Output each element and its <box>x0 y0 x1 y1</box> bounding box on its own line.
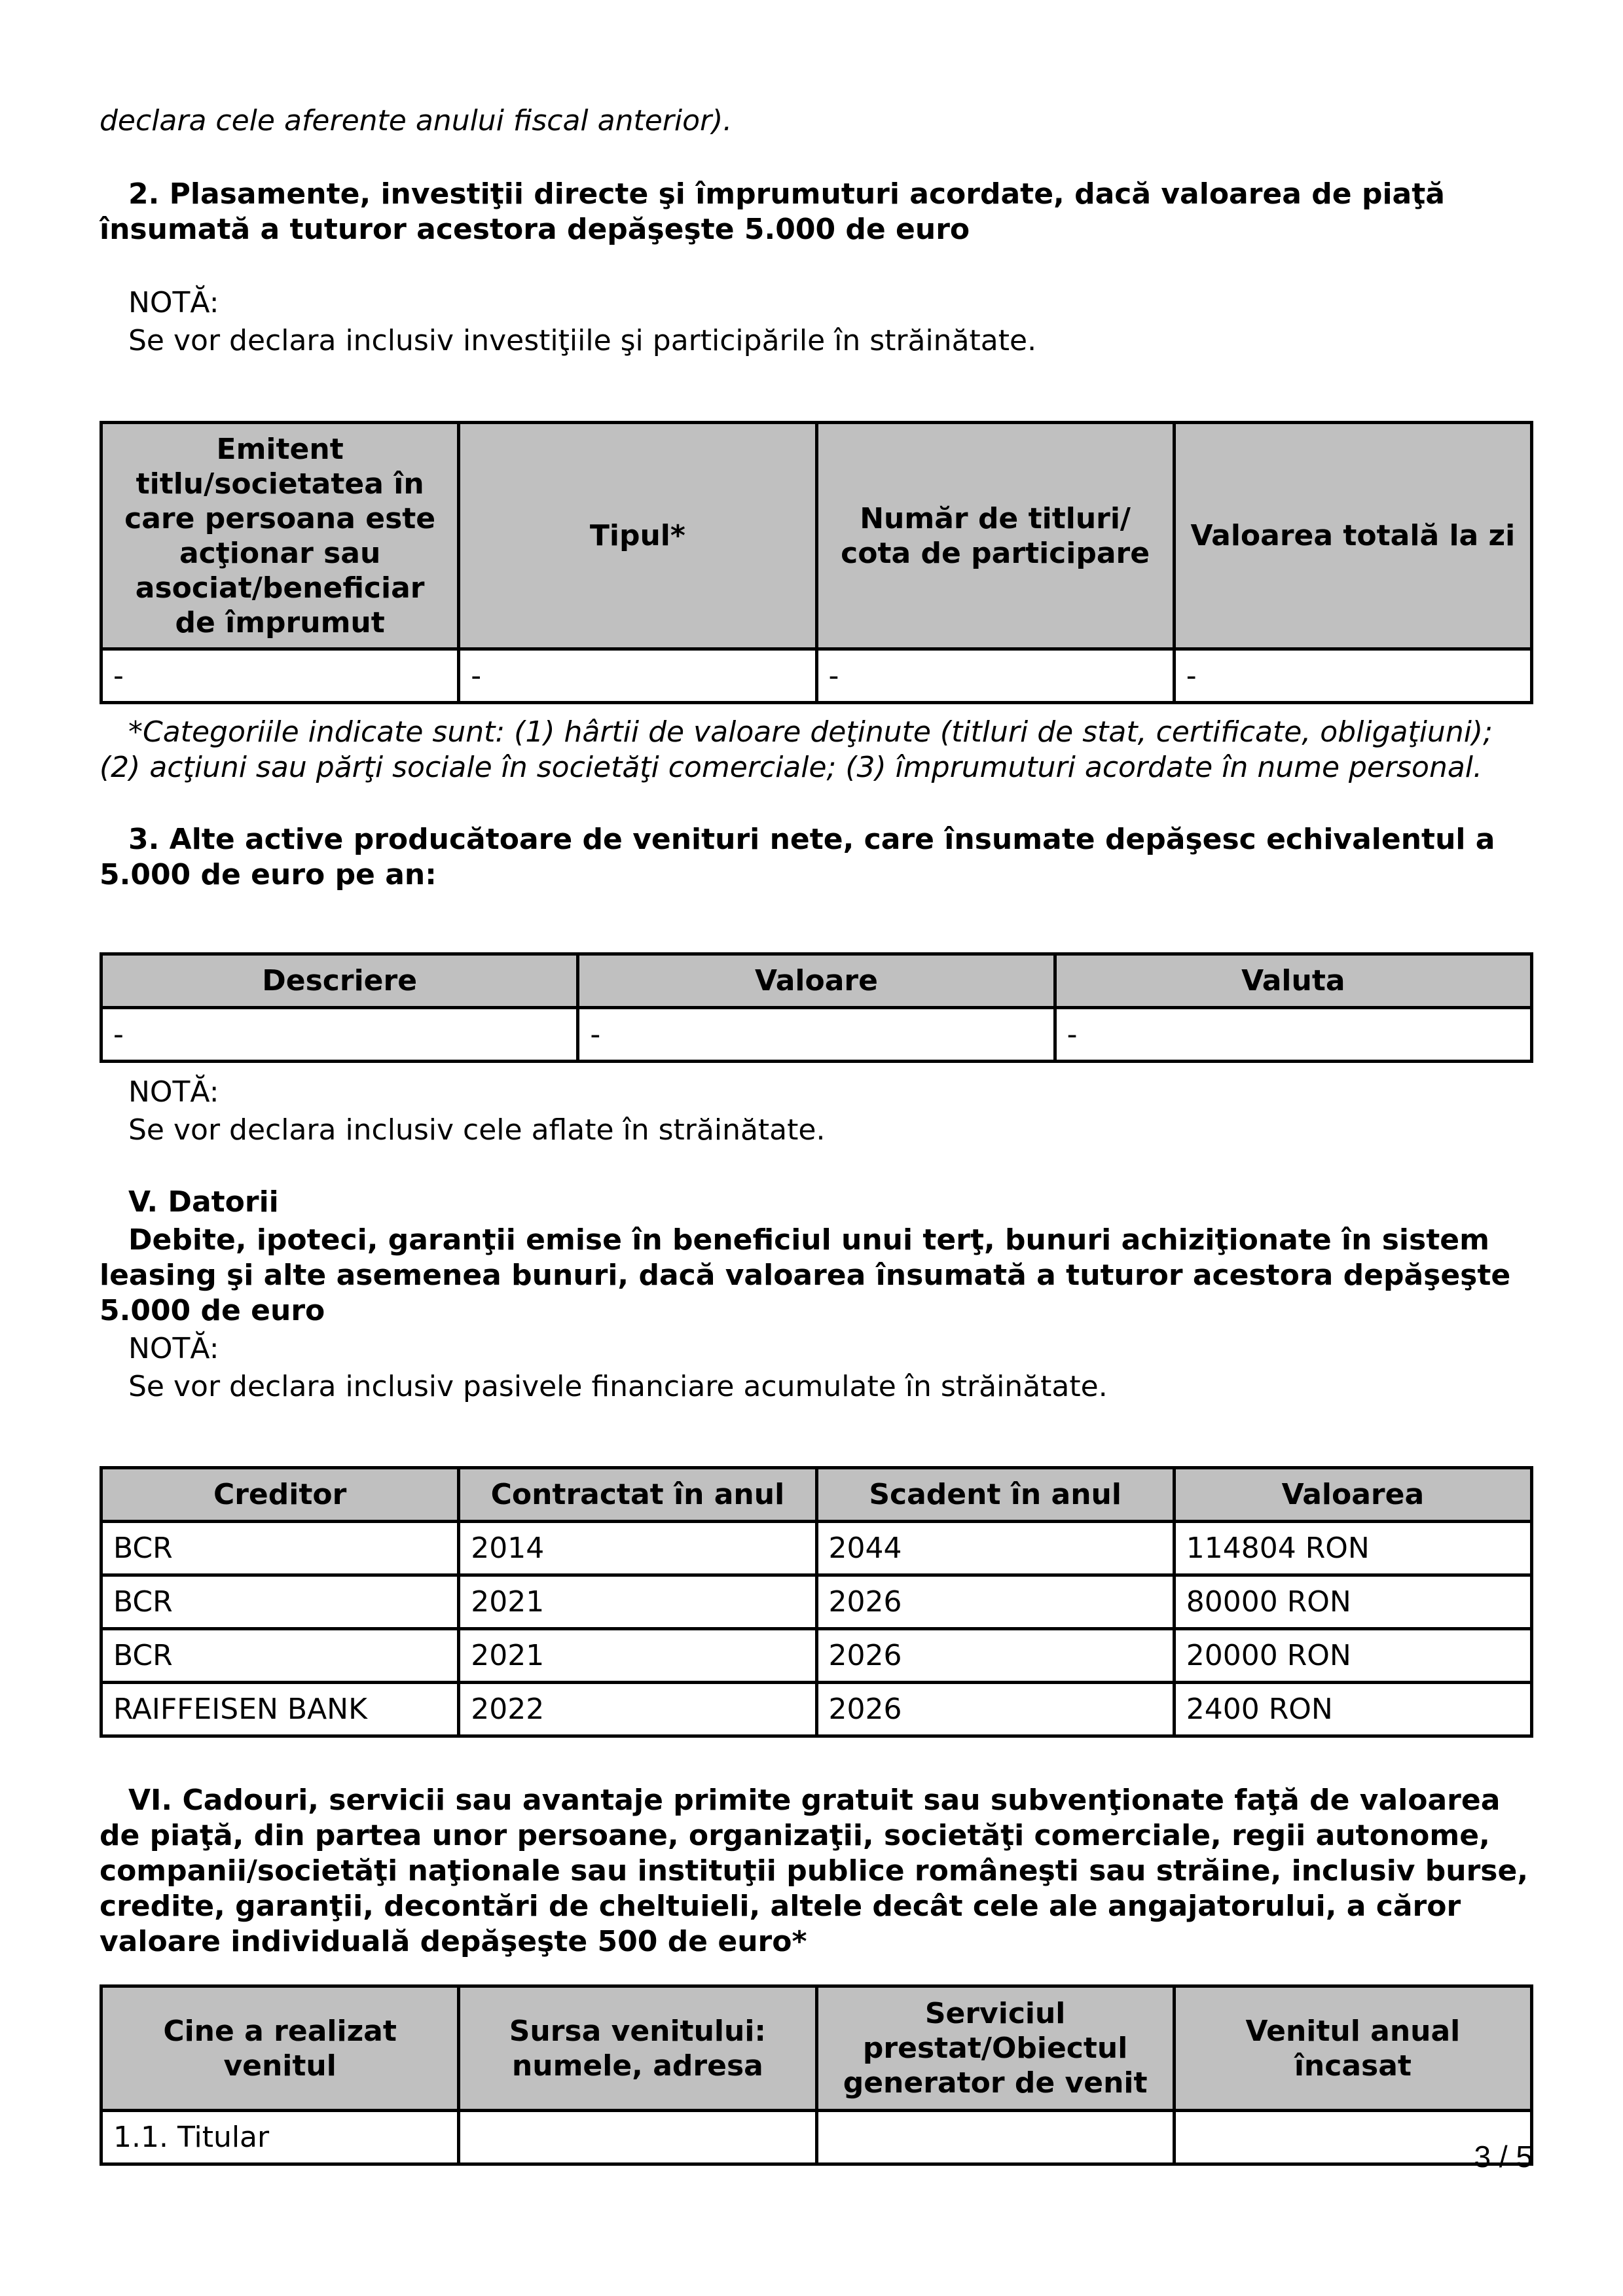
table-cell: - <box>816 649 1174 703</box>
table-row <box>101 649 1532 703</box>
col-header-creditor: Creditor <box>101 1468 459 1522</box>
section5-table-wrapper <box>100 1466 1533 1738</box>
col-header-valoarea: Valoarea <box>1174 1468 1531 1522</box>
table-header-row <box>101 1986 1532 2111</box>
table-cell: 20000 RON <box>1174 1629 1531 1683</box>
col-header-cine: Cine a realizat venitul <box>101 1986 459 2111</box>
section2-note-label: NOTĂ: <box>128 286 219 319</box>
table-cell: 2014 <box>459 1522 816 1575</box>
section3-heading: 3. Alte active producătoare de venituri nete, care însumate depăşesc echivalentul a 5.000 de euro pe an: <box>100 823 1495 891</box>
table-cell: BCR <box>101 1575 459 1629</box>
col-header-tipul: Tipul* <box>459 423 816 649</box>
debts-table <box>100 1466 1533 1738</box>
section2-footnote: *Categoriile indicate sunt: (1) hârtii de valoare deţinute (titluri de stat, certificate, obligaţiuni); (2) acţiuni sau părţi sociale în societăţi comerciale; (3) împrumuturi acordate în nume personal. <box>100 715 1493 784</box>
table-row <box>101 1522 1532 1575</box>
section6-table-wrapper <box>100 1984 1533 2166</box>
table-cell: 2026 <box>816 1683 1174 1736</box>
table-cell: 1.1. Titular <box>101 2111 459 2164</box>
table-cell: BCR <box>101 1522 459 1575</box>
page-number: 3 / 5 <box>1474 2140 1533 2174</box>
col-header-serviciul: Serviciul prestat/Obiectul generator de venit <box>816 1986 1174 2111</box>
section3-note-label: NOTĂ: <box>128 1075 219 1109</box>
table-cell: - <box>1174 649 1531 703</box>
col-header-sursa: Sursa venitului: numele, adresa <box>459 1986 816 2111</box>
table-cell <box>816 2111 1174 2164</box>
col-header-emitent: Emitent titlu/societatea în care persoana este acţionar sau asociat/beneficiar de împrumut <box>101 423 459 649</box>
col-header-contractat: Contractat în anul <box>459 1468 816 1522</box>
col-header-valuta: Valuta <box>1055 954 1531 1008</box>
table-cell: 2026 <box>816 1575 1174 1629</box>
other-assets-table <box>100 952 1533 1063</box>
table-row <box>101 1683 1532 1736</box>
table-cell: 2400 RON <box>1174 1683 1531 1736</box>
col-header-descriere: Descriere <box>101 954 578 1008</box>
intro-line: declara cele aferente anului fiscal anterior). <box>100 104 733 137</box>
table-cell: BCR <box>101 1629 459 1683</box>
table-cell: 114804 RON <box>1174 1522 1531 1575</box>
investments-table <box>100 421 1533 704</box>
table-cell: 2022 <box>459 1683 816 1736</box>
table-row <box>101 1629 1532 1683</box>
col-header-scadent: Scadent în anul <box>816 1468 1174 1522</box>
table-cell: - <box>101 1008 578 1062</box>
col-header-valoarea-totala: Valoarea totală la zi <box>1174 423 1531 649</box>
table-header-row <box>101 423 1532 649</box>
section5-title: V. Datorii <box>128 1185 279 1219</box>
col-header-valoare: Valoare <box>578 954 1055 1008</box>
section2-table-wrapper <box>100 421 1533 704</box>
col-header-numar-titluri: Număr de titluri/ cota de participare <box>816 423 1174 649</box>
section6-heading: VI. Cadouri, servicii sau avantaje primite gratuit sau subvenţionate faţă de valoarea de piaţă, din partea unor persoane, organizaţii, societăţi comerciale, regii autonome, companii/societăţi naţionale sau instituţii publice româneşti sau străine, inclusiv burse, credite, garanţii, decontări de cheltuieli, altele decât cele ale angajatorului, a căror valoare individuală depăşeşte 500 de euro* <box>100 1784 1529 1958</box>
section2-heading: 2. Plasamente, investiţii directe şi împrumuturi acordate, dacă valoarea de piaţă însumată a tuturor acestora depăşeşte 5.000 de euro <box>100 177 1445 246</box>
section3-note-text: Se vor declara inclusiv cele aflate în străinătate. <box>128 1113 826 1147</box>
table-row <box>101 2111 1532 2164</box>
col-header-venitul-anual: Venitul anual încasat <box>1174 1986 1531 2111</box>
section5-heading: Debite, ipoteci, garanţii emise în beneficiul unui terţ, bunuri achiziţionate în sistem leasing şi alte asemenea bunuri, dacă valoarea însumată a tuturor acestora depăşeşte 5.000 de euro <box>100 1223 1511 1327</box>
table-row <box>101 1575 1532 1629</box>
section2-note-text: Se vor declara inclusiv investiţiile şi participările în străinătate. <box>128 324 1037 357</box>
table-cell: 80000 RON <box>1174 1575 1531 1629</box>
table-cell: 2026 <box>816 1629 1174 1683</box>
table-cell: 2044 <box>816 1522 1174 1575</box>
table-cell: - <box>578 1008 1055 1062</box>
table-header-row <box>101 954 1532 1008</box>
section3-table-wrapper <box>100 952 1533 1063</box>
table-row <box>101 1008 1532 1062</box>
section5-note-label: NOTĂ: <box>128 1332 219 1365</box>
table-cell: RAIFFEISEN BANK <box>101 1683 459 1736</box>
table-cell: - <box>101 649 459 703</box>
table-header-row <box>101 1468 1532 1522</box>
table-cell: - <box>459 649 816 703</box>
gifts-table <box>100 1984 1533 2166</box>
table-cell: 2021 <box>459 1575 816 1629</box>
table-cell <box>459 2111 816 2164</box>
table-cell: - <box>1055 1008 1531 1062</box>
section5-note-text: Se vor declara inclusiv pasivele financiare acumulate în străinătate. <box>128 1370 1108 1403</box>
table-cell: 2021 <box>459 1629 816 1683</box>
